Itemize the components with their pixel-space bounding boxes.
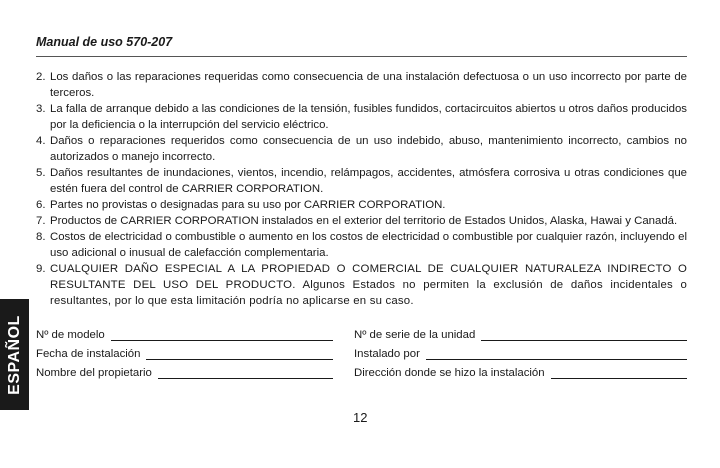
owner-name-blank-line[interactable] — [158, 366, 333, 379]
item-text: Los daños o las reparaciones requeridas como consecuencia de una instalación defectuosa o un uso incorrecto por parte de terceros. — [50, 71, 687, 99]
document-title: Manual de uso 570-207 — [36, 35, 173, 49]
header-divider — [36, 56, 687, 57]
model-blank-line[interactable] — [111, 328, 333, 341]
item-number: 6. — [36, 199, 46, 211]
item-number: 8. — [36, 231, 46, 243]
item-text: Daños o reparaciones requeridos como consecuencia de un uso indebido, abuso, mantenimiento incorrecto, cambios no autorizados o manejo incorrecto. — [50, 135, 687, 163]
list-item — [36, 69, 687, 101]
list-item — [36, 197, 687, 213]
form-row — [36, 363, 687, 382]
model-label: Nº de modelo — [36, 329, 105, 341]
list-item — [36, 133, 687, 165]
language-tab-label: ESPAÑOL — [5, 314, 23, 395]
item-number: 9. — [36, 263, 46, 275]
installed-by-blank-line[interactable] — [426, 347, 687, 360]
list-item — [36, 213, 687, 229]
list-item — [36, 165, 687, 197]
form-row — [36, 325, 687, 344]
language-side-tab — [0, 299, 29, 410]
install-address-field[interactable] — [354, 363, 687, 379]
install-date-field[interactable] — [36, 344, 333, 360]
install-date-label: Fecha de instalación — [36, 348, 141, 360]
serial-field[interactable] — [354, 325, 687, 341]
item-number: 3. — [36, 103, 46, 115]
item-text: CUALQUIER DAÑO ESPECIAL A LA PROPIEDAD O COMERCIAL DE CUALQUIER NATURALEZA INDIRECTO O RESULTANTE DEL USO DEL PRODUCTO. Algunos Estados no permiten la exclusión de daños incidentales o resultantes, por lo que esta limitación podría no aplicarse en su caso. — [50, 263, 687, 307]
item-text: La falla de arranque debido a las condiciones de la tensión, fusibles fundidos, cortacircuitos abiertos u otros daños producidos por la deficiencia o la interrupción del servicio eléctrico. — [50, 103, 687, 131]
install-address-label: Dirección donde se hizo la instalación — [354, 367, 545, 379]
owner-name-label: Nombre del propietario — [36, 367, 152, 379]
serial-blank-line[interactable] — [481, 328, 687, 341]
owner-record-form — [36, 325, 687, 382]
owner-name-field[interactable] — [36, 363, 333, 379]
item-number: 5. — [36, 167, 46, 179]
installed-by-field[interactable] — [354, 344, 687, 360]
model-field[interactable] — [36, 325, 333, 341]
install-date-blank-line[interactable] — [146, 347, 333, 360]
list-item — [36, 261, 687, 309]
item-text: Daños resultantes de inundaciones, vientos, incendio, relámpagos, accidentes, atmósfera corrosiva u otras condiciones que estén fuera del control de CARRIER CORPORATION. — [50, 167, 687, 195]
item-number: 2. — [36, 71, 46, 83]
item-number: 4. — [36, 135, 46, 147]
installed-by-label: Instalado por — [354, 348, 420, 360]
serial-label: Nº de serie de la unidad — [354, 329, 476, 341]
form-row — [36, 344, 687, 363]
list-item — [36, 101, 687, 133]
item-text: Productos de CARRIER CORPORATION instalados en el exterior del territorio de Estados Unidos, Alaska, Hawai y Canadá. — [50, 215, 678, 227]
install-address-blank-line[interactable] — [551, 366, 687, 379]
item-number: 7. — [36, 215, 46, 227]
item-text: Partes no provistas o designadas para su uso por CARRIER CORPORATION. — [50, 199, 446, 211]
exclusions-list — [36, 69, 687, 309]
page-number: 12 — [353, 410, 368, 425]
item-text: Costos de electricidad o combustible o aumento en los costos de electricidad o combustible por cualquier razón, incluyendo el uso adicional o inusual de calefacción complementaria. — [50, 231, 687, 259]
list-item — [36, 229, 687, 261]
